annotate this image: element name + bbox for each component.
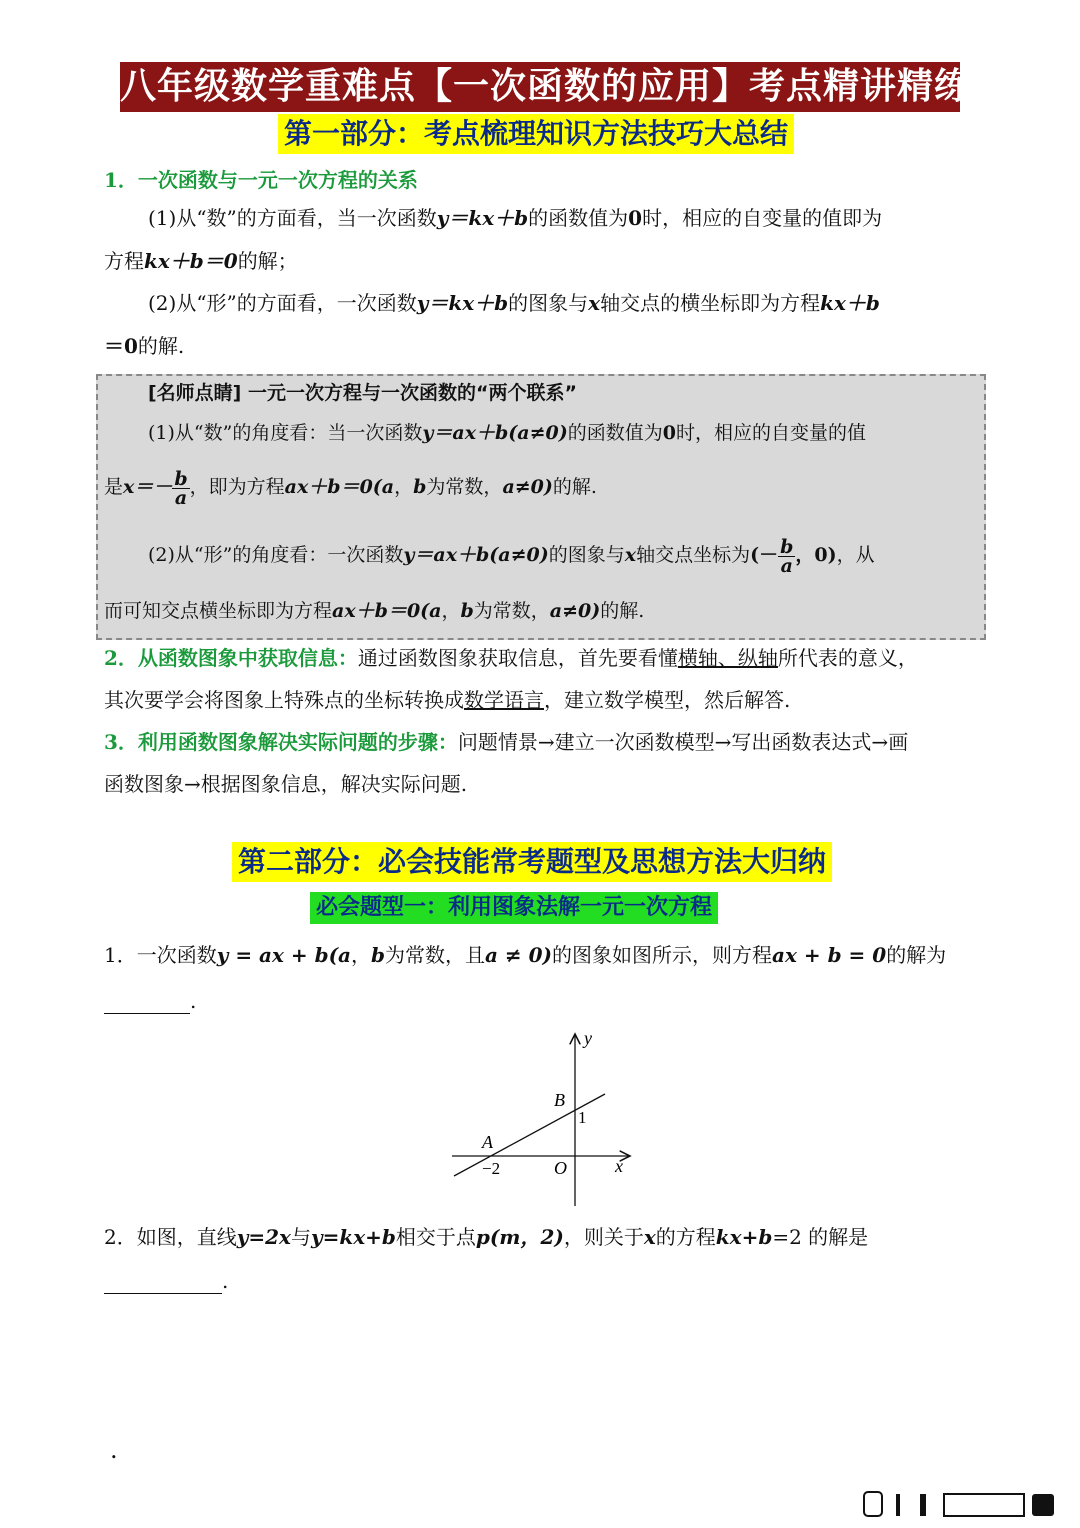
point-a-label: A [482, 1132, 493, 1152]
function-graph [450, 1026, 640, 1211]
question-type1-title: 必会题型一：利用图象法解一元一次方程 [310, 892, 718, 924]
section3-line2: 函数图象→根据图象信息，解决实际问题. [104, 772, 468, 796]
section3-line1: 3．利用函数图象解决实际问题的步骤：问题情景→建立一次函数模型→写出函数表达式→画 [104, 730, 909, 754]
toolbar-icon-4 [944, 1494, 1024, 1516]
tip-para2-line1: (2)从“形”的角度看：一次函数y＝ax＋b(a≠0)的图象与x轴交点坐标为(－ $\frac{b}{a}$ ，0)，从 [148, 535, 875, 577]
toolbar-icon-3 [920, 1494, 926, 1516]
tip-para2-line2: 而可知交点横坐标即为方程ax＋b＝0(a，b为常数，a≠0)的解. [104, 600, 645, 622]
y-axis-label: y [584, 1028, 592, 1048]
x-tick-label: −2 [482, 1159, 501, 1178]
x-axis-label: x [615, 1156, 623, 1176]
point-b-label: B [554, 1090, 565, 1110]
answer-blank-1[interactable] [104, 991, 190, 1014]
toolbar-icon-1 [864, 1492, 882, 1516]
tip-heading: [名师点睛] 一元一次方程与一次函数的“两个联系” [148, 382, 577, 404]
line-graph [454, 1094, 605, 1176]
tip-para1-line1: (1)从“数”的角度看：当一次函数y＝ax＋b(a≠0)的函数值为0时，相应的自变量的值 [148, 422, 867, 444]
s1-para2-line1: (2)从“形”的方面看，一次函数y＝kx＋b的图象与x轴交点的横坐标即为方程kx＋b [148, 291, 880, 315]
main-title: 八年级数学重难点【一次函数的应用】考点精讲精练 [120, 62, 960, 112]
section1-heading: 1．一次函数与一元一次方程的关系 [104, 168, 418, 192]
question2-line1: 2．如图，直线y=2x与y=kx+b相交于点p(m，2)，则关于x的方程kx+b=2 的解是 [104, 1225, 869, 1249]
question1-line1: 1．一次函数y = ax + b(a，b为常数，且a ≠ 0)的图象如图所示，则方程ax + b = 0的解为 [104, 943, 947, 967]
viewer-toolbar [860, 1490, 1060, 1520]
toolbar-icon-5 [1032, 1494, 1054, 1516]
answer-blank-2[interactable] [104, 1271, 222, 1294]
origin-label: O [554, 1158, 567, 1178]
question1-line2: . [104, 988, 984, 1014]
s1-para1-line2: 方程kx＋b＝0的解； [104, 249, 298, 273]
part1-title: 第一部分：考点梳理知识方法技巧大总结 [278, 114, 794, 154]
question2-line2: . [104, 1268, 984, 1294]
tip-para1-line2: 是x＝－ $\frac{b}{a}$ ，即为方程ax＋b＝0(a，b为常数，a≠0)的解. [104, 467, 597, 509]
s1-para2-line2: ＝0的解. [104, 334, 185, 358]
part2-title: 第二部分：必会技能常考题型及思想方法大归纳 [232, 842, 832, 882]
s1-para1-line1: (1)从“数”的方面看，当一次函数y＝kx＋b的函数值为0时，相应的自变量的值即为 [148, 206, 883, 230]
section2-line1: 2．从函数图象中获取信息：通过函数图象获取信息，首先要看懂横轴、纵轴所代表的意义， [104, 646, 918, 670]
fraction-b-over-a: $\frac{b}{a}$ [174, 467, 188, 509]
section2-line2: 其次要学会将图象上特殊点的坐标转换成数学语言，建立数学模型，然后解答. [104, 688, 791, 712]
fraction-b-over-a-2: $\frac{b}{a}$ [780, 535, 794, 577]
section3-heading: 3．利用函数图象解决实际问题的步骤： [104, 730, 458, 754]
section2-heading: 2．从函数图象中获取信息： [104, 646, 358, 670]
toolbar-icon-2 [896, 1494, 900, 1516]
y-tick-label: 1 [578, 1108, 587, 1127]
page-end-dot: . [110, 1436, 118, 1464]
